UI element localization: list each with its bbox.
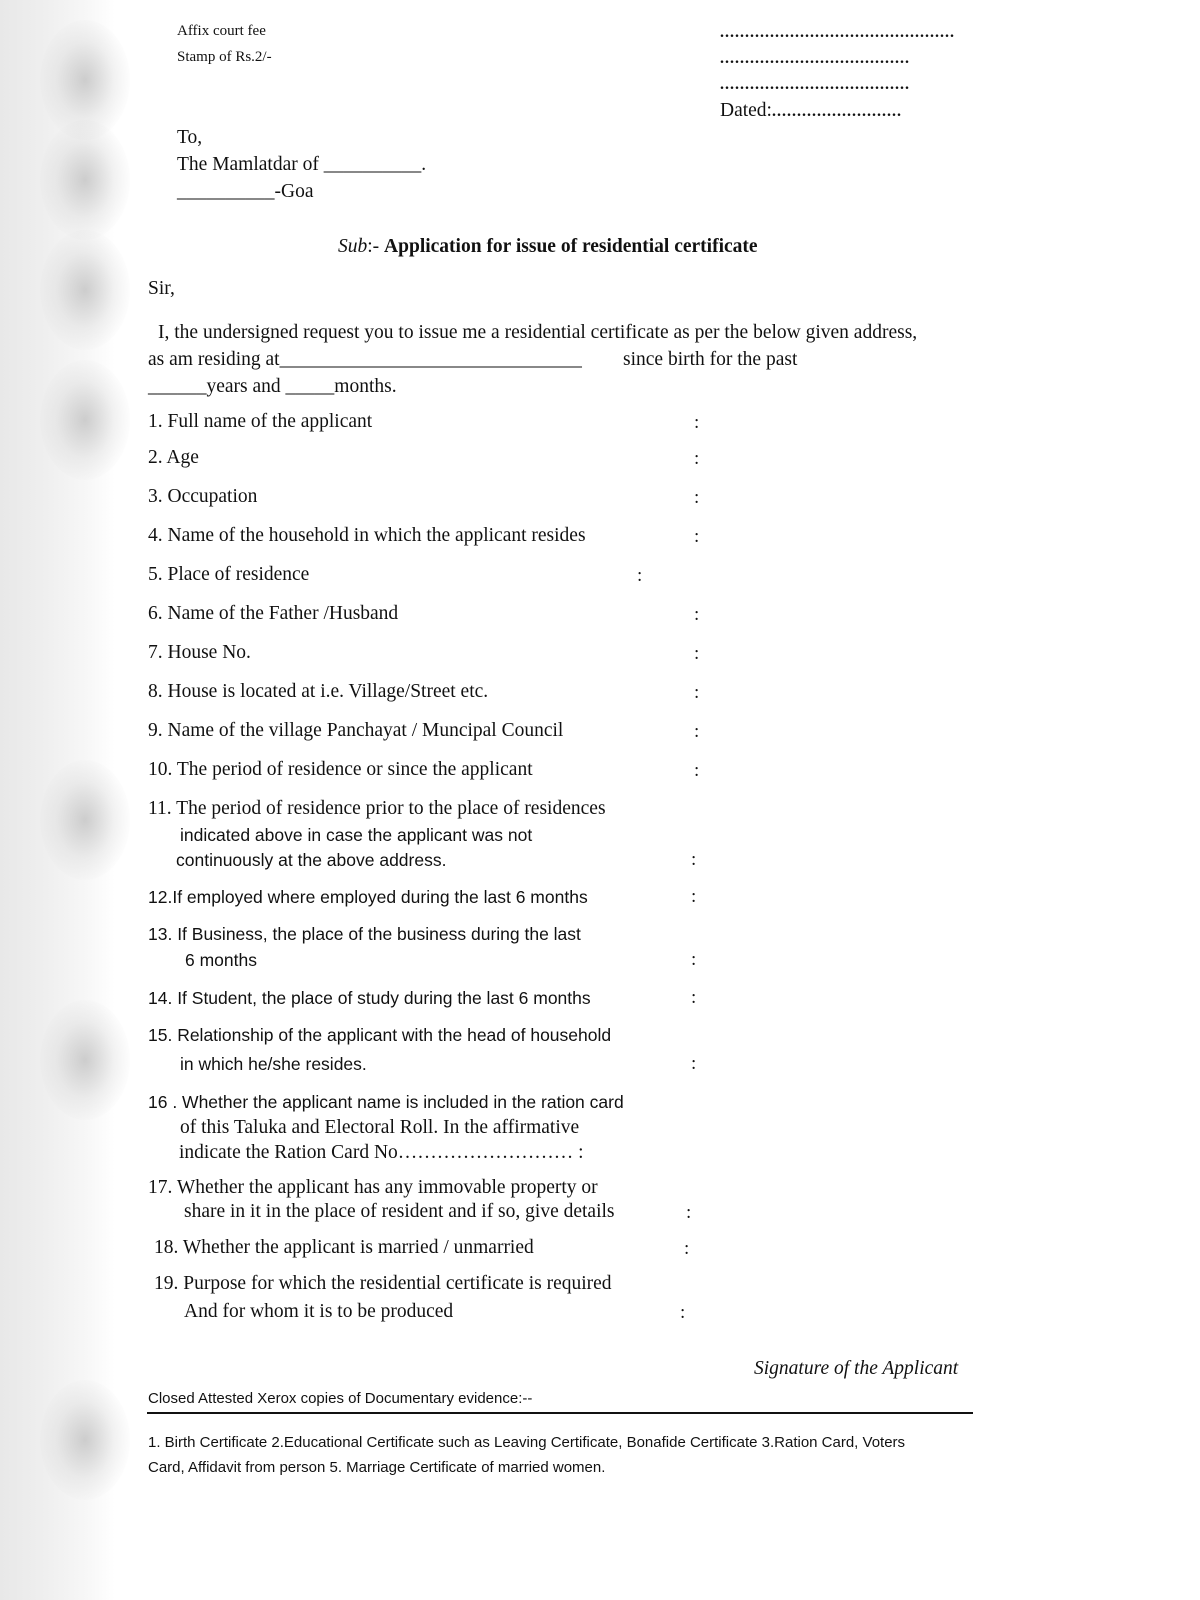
item-11-line-3: continuously at the above address.	[176, 850, 447, 870]
salutation: Sir,	[148, 278, 175, 299]
item-8: 8. House is located at i.e. Village/Street etc.	[148, 681, 489, 702]
recipient-line-1: The Mamlatdar of __________.	[177, 154, 427, 175]
item-17-line-1: 17. Whether the applicant has any immovable property or	[148, 1177, 598, 1198]
item-15-line-2: in which he/she resides.	[180, 1054, 367, 1074]
stamp-line-1: Affix court fee	[177, 23, 266, 39]
item-17-colon: :	[686, 1202, 692, 1223]
body-line-1: I, the undersigned request you to issue me a residential certificate as per the below given address,	[158, 322, 918, 343]
signature-label: Signature of the Applicant	[754, 1358, 959, 1379]
item-12-colon: :	[691, 886, 697, 907]
evidence-line-2: Card, Affidavit from person 5. Marriage Certificate of married women.	[148, 1459, 606, 1476]
stamp-line-2: Stamp of Rs.2/-	[177, 49, 272, 65]
shadow-blot	[40, 120, 130, 240]
address-line-2: ......................................	[720, 50, 910, 67]
item-14: 14. If Student, the place of study during the last 6 months	[148, 988, 591, 1008]
body-line-2a: as am residing at_______________________________	[148, 349, 582, 370]
item-7-colon: :	[694, 643, 700, 664]
subject-line	[338, 236, 758, 258]
evidence-divider	[147, 1412, 973, 1414]
page-edge-shadow	[0, 0, 115, 1600]
dated-label: Dated:	[720, 100, 772, 121]
item-9-colon: :	[694, 721, 700, 742]
dated-field	[720, 100, 902, 122]
subject-text: Application for issue of residential certificate	[384, 236, 758, 257]
item-3-colon: :	[694, 487, 700, 508]
item-10: 10. The period of residence or since the applicant	[148, 759, 533, 780]
item-2: 2. Age	[148, 447, 199, 468]
item-8-colon: :	[694, 682, 700, 703]
item-19-line-1: 19. Purpose for which the residential certificate is required	[154, 1273, 612, 1294]
item-5: 5. Place of residence	[148, 564, 310, 585]
subject-prefix: Sub	[338, 236, 368, 257]
shadow-blot	[40, 360, 130, 480]
item-14-colon: :	[691, 987, 697, 1008]
item-4: 4. Name of the household in which the applicant resides	[148, 525, 586, 546]
item-11-line-1: 11. The period of residence prior to the place of residences	[148, 798, 606, 819]
item-16-line-1: 16 . Whether the applicant name is included in the ration card	[148, 1092, 624, 1112]
evidence-title: Closed Attested Xerox copies of Documentary evidence:--	[148, 1390, 533, 1407]
shadow-blot	[40, 1000, 130, 1120]
item-13-colon: :	[691, 949, 697, 970]
item-6-colon: :	[694, 604, 700, 625]
item-13-line-1: 13. If Business, the place of the business during the last	[148, 924, 581, 944]
item-5-colon: :	[637, 565, 643, 586]
item-7: 7. House No.	[148, 642, 251, 663]
item-13-line-2: 6 months	[185, 950, 257, 970]
shadow-blot	[40, 1380, 130, 1500]
item-18: 18. Whether the applicant is married / unmarried	[154, 1237, 534, 1258]
shadow-blot	[40, 760, 130, 880]
address-line-3: ......................................	[720, 76, 910, 93]
item-16-line-2: of this Taluka and Electoral Roll. In the affirmative	[180, 1117, 580, 1138]
recipient-line-2: __________-Goa	[177, 181, 314, 202]
item-10-colon: :	[694, 760, 700, 781]
dated-dots: ..........................	[771, 103, 902, 120]
item-11-line-2: indicated above in case the applicant was not	[180, 825, 533, 845]
item-15-colon: :	[691, 1053, 697, 1074]
item-1-colon: :	[694, 412, 700, 433]
item-2-colon: :	[694, 448, 700, 469]
item-11-colon: :	[691, 849, 697, 870]
item-19-line-2: And for whom it is to be produced	[184, 1301, 454, 1322]
item-16-line-3: indicate the Ration Card No……………………… :	[179, 1142, 584, 1163]
item-18-colon: :	[684, 1238, 690, 1259]
item-12: 12.If employed where employed during the last 6 months	[148, 887, 588, 907]
shadow-blot	[40, 230, 130, 350]
body-line-2b: since birth for the past	[623, 349, 798, 370]
evidence-line-1: 1. Birth Certificate 2.Educational Certificate such as Leaving Certificate, Bonafide Certificate 3.Ration Card, Voters	[148, 1434, 906, 1451]
item-6: 6. Name of the Father /Husband	[148, 603, 399, 624]
recipient-to: To,	[177, 127, 203, 148]
item-9: 9. Name of the village Panchayat / Muncipal Council	[148, 720, 564, 741]
item-15-line-1: 15. Relationship of the applicant with the head of household	[148, 1025, 612, 1045]
body-line-3: ______years and _____months.	[148, 376, 397, 397]
item-3: 3. Occupation	[148, 486, 258, 507]
item-19-colon: :	[680, 1302, 686, 1323]
item-17-line-2: share in it in the place of resident and if so, give details	[184, 1201, 615, 1222]
item-1: 1. Full name of the applicant	[148, 411, 373, 432]
address-line-1: ...............................................	[720, 24, 955, 41]
subject-separator: :-	[367, 236, 385, 257]
item-4-colon: :	[694, 526, 700, 547]
